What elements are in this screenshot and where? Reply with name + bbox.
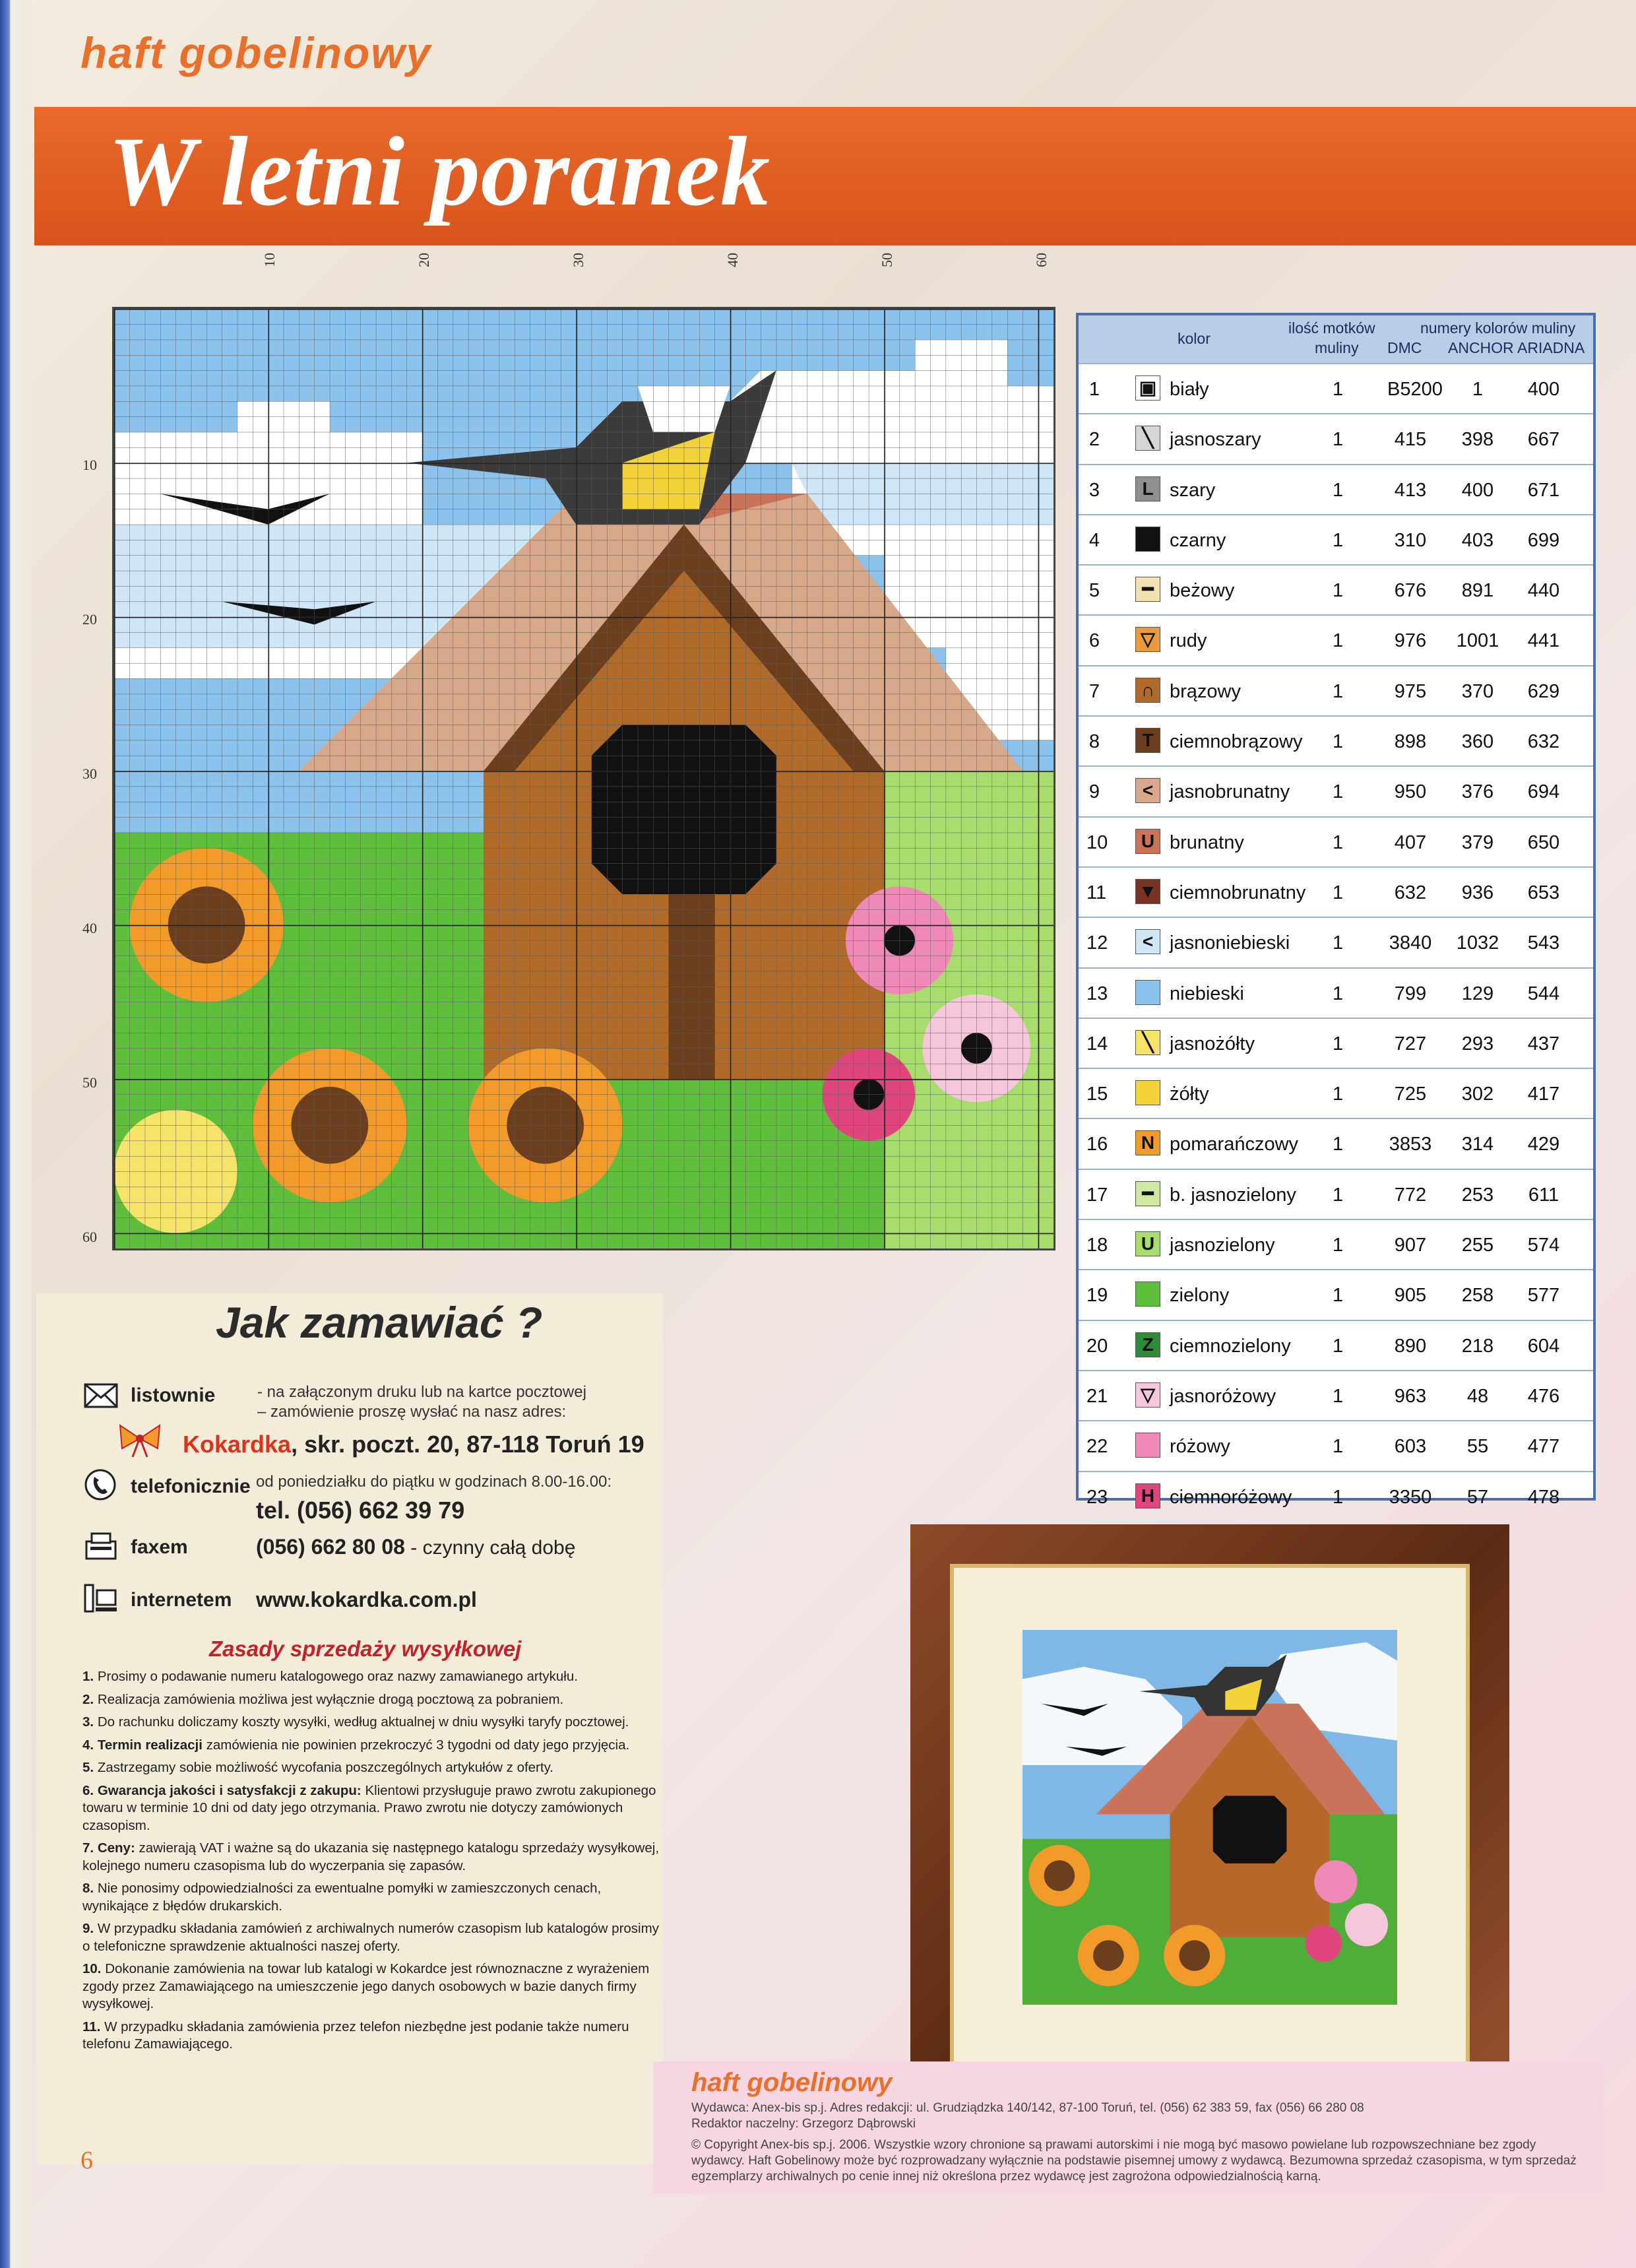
legend-ariadna: 477: [1527, 1436, 1560, 1458]
rules-title: Zasady sprzedaży wysyłkowej: [209, 1636, 522, 1661]
rule-text: Zastrzegamy sobie możliwość wycofania poszczególnych artykułów z oferty.: [97, 1760, 554, 1775]
axis-left-20: 20: [82, 611, 97, 628]
legend-anchor: 398: [1461, 429, 1494, 451]
legend-swatch: ╲: [1135, 1030, 1160, 1055]
rule-text: Nie ponosimy odpowiedzialności za ewentualne pomyłki w zamieszczonych cenach, wynikające z błędów drukarskich.: [82, 1881, 602, 1914]
rules-list: [82, 1668, 670, 2059]
rule-number: 10.: [82, 1961, 102, 1976]
rule-number: 4.: [82, 1737, 94, 1753]
legend-anchor: 293: [1461, 1033, 1494, 1054]
axis-left-40: 40: [82, 920, 97, 936]
legend-qty: 1: [1333, 1235, 1344, 1256]
legend-anchor: 936: [1461, 882, 1494, 903]
legend-row: [1079, 1068, 1593, 1118]
page-title: W letni poranek: [108, 117, 771, 226]
legend-row-number: 15: [1086, 1084, 1108, 1105]
legend-row: [1079, 1471, 1593, 1521]
legend-swatch: ━: [1135, 1181, 1160, 1206]
legend-dmc: 905: [1394, 1285, 1427, 1307]
rule-item: [82, 1782, 670, 1835]
rule-text: W przypadku składania zamówień z archiwalnych numerów czasopism lub katalogów prosimy o telefoniczne sprawdzenie aktualności naszej oferty.: [82, 1921, 659, 1954]
legend-qty: 1: [1333, 1486, 1344, 1508]
axis-left-60: 60: [82, 1229, 97, 1245]
legend-row-number: 13: [1086, 983, 1108, 1004]
legend-qty: 1: [1333, 1436, 1344, 1458]
legend-color-name: rudy: [1170, 630, 1207, 652]
legend-dmc: 415: [1394, 429, 1427, 451]
legend-row-number: 6: [1088, 630, 1100, 652]
legend-header-anchor: ANCHOR: [1448, 339, 1514, 356]
rule-bold: Termin realizacji: [97, 1737, 203, 1753]
legend-qty: 1: [1333, 630, 1344, 652]
axis-top-20: 20: [416, 253, 432, 267]
legend-row-number: 3: [1088, 479, 1100, 501]
axis-top-30: 30: [570, 253, 586, 267]
legend-row-number: 11: [1086, 882, 1107, 903]
cross-stitch-chart: [112, 307, 1055, 1250]
legend-anchor: 370: [1461, 680, 1494, 702]
finished-embroidery-image: [1022, 1630, 1397, 2005]
legend-dmc: 976: [1394, 630, 1427, 652]
legend-row: [1079, 1269, 1593, 1319]
legend-qty: 1: [1333, 1335, 1344, 1357]
legend-swatch: [1135, 1433, 1160, 1458]
rule-number: 1.: [82, 1669, 94, 1684]
legend-anchor: 360: [1461, 731, 1494, 753]
legend-row-number: 5: [1088, 580, 1100, 602]
fax-icon: [84, 1531, 118, 1561]
legend-ariadna: 543: [1527, 932, 1560, 954]
legend-dmc: 799: [1394, 983, 1427, 1004]
legend-anchor: 403: [1461, 529, 1494, 551]
legend-dmc: 727: [1394, 1033, 1427, 1054]
rule-item: [82, 1840, 670, 1875]
address-brand: Kokardka: [183, 1431, 292, 1458]
picture-mat: [950, 1564, 1470, 2084]
legend-dmc: 3350: [1389, 1486, 1432, 1508]
mail-text-1: - na załączonym druku lub na kartce pocztowej: [257, 1383, 586, 1401]
legend-ariadna: 667: [1527, 429, 1560, 451]
legend-anchor: 400: [1461, 479, 1494, 501]
legend-qty: 1: [1333, 983, 1344, 1004]
legend-row-number: 1: [1088, 379, 1100, 400]
legend-ariadna: 611: [1528, 1184, 1559, 1206]
color-legend-table: [1076, 313, 1596, 1508]
legend-row: [1079, 1370, 1593, 1420]
legend-dmc: 890: [1394, 1335, 1427, 1357]
page-number: 6: [80, 2147, 93, 2174]
legend-swatch: H: [1135, 1483, 1160, 1508]
axis-top-60: 60: [1033, 253, 1050, 267]
legend-dmc: 3840: [1389, 932, 1432, 954]
legend-dmc: 3853: [1389, 1134, 1432, 1155]
legend-row-number: 2: [1088, 429, 1100, 451]
fax-number: (056) 662 80 08: [256, 1535, 405, 1559]
legend-header-dmc: DMC: [1387, 339, 1422, 356]
legend-rows: [1079, 363, 1593, 1521]
legend-swatch: [1135, 980, 1160, 1005]
legend-row: [1079, 363, 1593, 413]
legend-color-name: jasnobrunatny: [1170, 781, 1290, 803]
legend-swatch: ▣: [1135, 375, 1160, 401]
rule-text: Do rachunku doliczamy koszty wysyłki, według aktualnej w dniu wysyłki taryfy pocztowej.: [97, 1714, 629, 1730]
legend-color-name: ciemnobrązowy: [1170, 731, 1303, 753]
axis-top-10: 10: [261, 253, 278, 267]
legend-color-name: jasnoróżowy: [1170, 1385, 1276, 1407]
legend-row: [1079, 614, 1593, 664]
rule-text: Prosimy o podawanie numeru katalogowego oraz nazwy zamawianego artykułu.: [97, 1669, 578, 1684]
legend-ariadna: 604: [1527, 1335, 1560, 1357]
legend-dmc: B5200: [1387, 379, 1443, 400]
rule-text: Dokonanie zamówienia na towar lub katalogi w Kokardce jest równoznaczne z wyrażeniem zgody przez Zamawiającego na umieszczenie jego danych osobowych w bazie danych firmy wysyłkowej.: [82, 1961, 650, 2011]
legend-ariadna: 650: [1527, 831, 1560, 853]
legend-anchor: 376: [1461, 781, 1494, 803]
axis-left-10: 10: [82, 457, 97, 473]
rule-number: 7.: [82, 1840, 94, 1856]
legend-swatch: L: [1135, 476, 1160, 502]
legend-swatch: ╲: [1135, 426, 1160, 451]
legend-anchor: 1032: [1456, 932, 1499, 954]
legend-row: [1079, 866, 1593, 917]
address-line: [183, 1431, 645, 1458]
legend-anchor: 255: [1461, 1235, 1494, 1256]
legend-row-number: 8: [1088, 731, 1100, 753]
legend-anchor: 891: [1461, 580, 1494, 602]
legend-qty: 1: [1333, 932, 1344, 954]
legend-row-number: 18: [1086, 1235, 1108, 1256]
address-text: , skr. poczt. 20, 87-118 Toruń 19: [291, 1431, 645, 1458]
axis-left-50: 50: [82, 1074, 97, 1091]
legend-dmc: 950: [1394, 781, 1427, 803]
legend-color-name: czarny: [1170, 529, 1226, 551]
legend-header-ilosc: ilość motków: [1288, 319, 1375, 337]
legend-qty: 1: [1333, 479, 1344, 501]
legend-row-number: 12: [1086, 932, 1108, 954]
legend-anchor: 379: [1461, 831, 1494, 853]
legend-anchor: 129: [1461, 983, 1494, 1004]
legend-color-name: żółty: [1170, 1084, 1209, 1105]
legend-dmc: 407: [1394, 831, 1427, 853]
legend-row: [1079, 1018, 1593, 1068]
rule-item: [82, 1668, 670, 1686]
legend-color-name: szary: [1170, 479, 1216, 501]
legend-row: [1079, 765, 1593, 816]
legend-dmc: 975: [1394, 680, 1427, 702]
legend-row: [1079, 967, 1593, 1018]
rule-item: [82, 1759, 670, 1777]
legend-ariadna: 478: [1527, 1486, 1560, 1508]
section-kicker: haft gobelinowy: [80, 28, 432, 77]
legend-ariadna: 476: [1527, 1385, 1560, 1407]
legend-row: [1079, 917, 1593, 967]
legend-ariadna: 437: [1527, 1033, 1560, 1054]
legend-row-number: 23: [1086, 1486, 1108, 1508]
legend-qty: 1: [1333, 1084, 1344, 1105]
imprint-line-1: Wydawca: Anex-bis sp.j. Adres redakcji: ul. Grudziądzka 140/142, 87-100 Toruń, tel. (056) 62 383 59, fax (056) 66 280 08: [691, 2101, 1364, 2115]
legend-dmc: 772: [1394, 1184, 1427, 1206]
legend-dmc: 907: [1394, 1235, 1427, 1256]
legend-qty: 1: [1333, 882, 1344, 903]
legend-qty: 1: [1333, 580, 1344, 602]
legend-anchor: 218: [1461, 1335, 1494, 1357]
legend-row: [1079, 564, 1593, 614]
imprint-title: haft gobelinowy: [691, 2068, 893, 2097]
legend-ariadna: 671: [1527, 479, 1560, 501]
legend-qty: 1: [1333, 1285, 1344, 1307]
legend-anchor: 302: [1461, 1084, 1494, 1105]
legend-color-name: niebieski: [1170, 983, 1244, 1004]
legend-row: [1079, 816, 1593, 866]
legend-ariadna: 574: [1527, 1235, 1560, 1256]
legend-row: [1079, 1320, 1593, 1370]
legend-swatch: ▽: [1135, 627, 1160, 652]
legend-qty: 1: [1333, 429, 1344, 451]
legend-color-name: jasnozielony: [1170, 1235, 1275, 1256]
legend-color-name: biały: [1170, 379, 1209, 400]
legend-header-ariadna: ARIADNA: [1517, 339, 1585, 356]
legend-dmc: 603: [1394, 1436, 1427, 1458]
legend-qty: 1: [1333, 379, 1344, 400]
legend-swatch: <: [1135, 778, 1160, 803]
legend-header-numery: numery kolorów muliny: [1420, 319, 1576, 337]
legend-color-name: ciemnozielony: [1170, 1335, 1291, 1357]
legend-row-number: 20: [1086, 1335, 1108, 1357]
imprint-footer: [653, 2061, 1603, 2193]
axis-left-30: 30: [82, 765, 97, 782]
rule-text: Klientowi przysługuje prawo zwrotu zakupionego towaru w terminie 10 dni od daty jego otrzymania. Prawo zwrotu nie dotyczy zamówionych czasopism.: [82, 1782, 656, 1833]
legend-qty: 1: [1333, 1033, 1344, 1054]
rule-number: 6.: [82, 1782, 94, 1798]
legend-anchor: 55: [1466, 1436, 1489, 1458]
imprint-line-3: © Copyright Anex-bis sp.j. 2006. Wszystkie wzory chronione są prawami autorskimi i nie mogą być masowo powielane lub rozpowszechniane bez zgody: [691, 2138, 1536, 2152]
legend-dmc: 963: [1394, 1385, 1427, 1407]
legend-qty: 1: [1333, 680, 1344, 702]
legend-ariadna: 629: [1527, 680, 1560, 702]
legend-qty: 1: [1333, 1184, 1344, 1206]
rule-bold: Ceny:: [97, 1840, 135, 1856]
fax-line: [256, 1535, 575, 1559]
legend-qty: 1: [1333, 781, 1344, 803]
fax-label: faxem: [131, 1536, 188, 1558]
legend-qty: 1: [1333, 529, 1344, 551]
legend-row-number: 22: [1086, 1436, 1108, 1458]
rule-text: zamówienia nie powinien przekroczyć 3 tygodni od daty jego przyjęcia.: [202, 1737, 630, 1753]
legend-row-number: 19: [1086, 1285, 1108, 1307]
legend-color-name: zielony: [1170, 1285, 1230, 1307]
legend-dmc: 413: [1394, 479, 1427, 501]
rule-number: 5.: [82, 1760, 94, 1775]
computer-icon: [84, 1582, 118, 1615]
legend-ariadna: 699: [1527, 529, 1560, 551]
legend-swatch: ▼: [1135, 879, 1160, 904]
legend-anchor: 314: [1461, 1134, 1494, 1155]
rule-text: zawierają VAT i ważne są do ukazania się następnego katalogu sprzedaży wysyłkowej, kolejnego numeru czasopisma lub do wyczerpania się zapasów.: [82, 1840, 660, 1873]
phone-label: telefonicznie: [131, 1475, 251, 1497]
mail-label: listownie: [131, 1384, 216, 1406]
legend-row: [1079, 464, 1593, 514]
legend-row-number: 10: [1086, 831, 1108, 853]
legend-swatch: ━: [1135, 577, 1160, 602]
legend-qty: 1: [1333, 731, 1344, 753]
legend-anchor: 1: [1472, 379, 1484, 400]
legend-row-number: 7: [1088, 680, 1100, 702]
rule-item: [82, 1880, 670, 1915]
legend-dmc: 310: [1394, 529, 1427, 551]
legend-header-kolor: kolor: [1178, 330, 1211, 347]
legend-color-name: b. jasnozielony: [1170, 1184, 1296, 1206]
legend-ariadna: 400: [1527, 379, 1560, 400]
legend-dmc: 676: [1394, 580, 1427, 602]
legend-swatch: U: [1135, 829, 1160, 854]
legend-anchor: 1001: [1456, 630, 1499, 652]
legend-header: [1079, 315, 1593, 363]
legend-color-name: różowy: [1170, 1436, 1230, 1458]
axis-top-50: 50: [879, 253, 895, 267]
legend-dmc: 898: [1394, 731, 1427, 753]
legend-ariadna: 544: [1527, 983, 1560, 1004]
rule-text: W przypadku składania zamówienia przez telefon niezbędne jest podanie także numeru telefonu Zamawiającego.: [82, 2019, 629, 2052]
legend-ariadna: 440: [1527, 580, 1560, 602]
legend-ariadna: 441: [1527, 630, 1560, 652]
rule-item: [82, 1737, 670, 1755]
legend-qty: 1: [1333, 1134, 1344, 1155]
legend-row: [1079, 715, 1593, 765]
legend-swatch: ▽: [1135, 1382, 1160, 1408]
legend-ariadna: 417: [1527, 1084, 1560, 1105]
imprint-line-2: Redaktor naczelny: Grzegorz Dąbrowski: [691, 2117, 916, 2131]
legend-swatch: ■: [1135, 527, 1160, 552]
rule-item: [82, 1960, 670, 2013]
legend-anchor: 48: [1466, 1385, 1489, 1407]
legend-qty: 1: [1333, 1385, 1344, 1407]
legend-row: [1079, 1169, 1593, 1219]
legend-swatch: T: [1135, 728, 1160, 753]
axis-top-40: 40: [724, 253, 741, 267]
legend-swatch: <: [1135, 929, 1160, 954]
rule-number: 2.: [82, 1691, 94, 1707]
bow-logo-icon: [117, 1419, 163, 1458]
legend-color-name: ciemnobrunatny: [1170, 882, 1306, 903]
legend-swatch: [1135, 1080, 1160, 1105]
legend-ariadna: 577: [1527, 1285, 1560, 1307]
legend-row: [1079, 1420, 1593, 1470]
legend-ariadna: 694: [1527, 781, 1560, 803]
legend-row: [1079, 1118, 1593, 1168]
imprint-line-5: egzemplarzy archiwalnych po cenie innej niż określona przez wydawcę jest zagrożona odpowiedzialnością karną.: [691, 2170, 1321, 2184]
rule-text: Realizacja zamówienia możliwa jest wyłącznie drogą pocztową za pobraniem.: [97, 1691, 564, 1707]
legend-row: [1079, 665, 1593, 715]
rule-item: [82, 2019, 670, 2054]
legend-row-number: 17: [1086, 1184, 1108, 1206]
legend-qty: 1: [1333, 831, 1344, 853]
legend-swatch: ∩: [1135, 678, 1160, 703]
legend-row-number: 9: [1088, 781, 1100, 803]
legend-row: [1079, 413, 1593, 463]
legend-color-name: pomarańczowy: [1170, 1134, 1299, 1155]
envelope-icon: [84, 1380, 118, 1409]
rule-number: 11.: [82, 2019, 101, 2034]
legend-color-name: jasnoszary: [1170, 429, 1261, 451]
mail-text-2: – zamówienie proszę wysłać na nasz adres:: [257, 1403, 567, 1421]
legend-swatch: Z: [1135, 1332, 1160, 1357]
imprint-line-4: wydawcy. Haft Gobelinowy może być rozprowadzany wyłącznie na podstawie pisemnej umowy z wydawcą. Bezumowna sprzedaż czasopisma, w tym sprzedaż: [691, 2154, 1577, 2168]
legend-row-number: 4: [1088, 529, 1100, 551]
rule-item: [82, 1714, 670, 1732]
phone-icon: [84, 1468, 117, 1501]
binding-edge: [0, 0, 32, 2268]
legend-anchor: 57: [1466, 1486, 1489, 1508]
legend-header-muliny: muliny: [1315, 339, 1359, 356]
legend-row-number: 21: [1086, 1385, 1108, 1407]
legend-anchor: 253: [1461, 1184, 1494, 1206]
legend-color-name: ciemnoróżowy: [1170, 1486, 1292, 1508]
order-title: Jak zamawiać ?: [216, 1298, 543, 1347]
legend-row-number: 14: [1086, 1033, 1108, 1054]
ordering-panel: [36, 1293, 663, 2164]
legend-row-number: 16: [1086, 1134, 1108, 1155]
rule-number: 8.: [82, 1881, 94, 1896]
legend-row: [1079, 1219, 1593, 1269]
legend-color-name: jasnoniebieski: [1170, 932, 1290, 954]
legend-color-name: brunatny: [1170, 831, 1244, 853]
web-url[interactable]: www.kokardka.com.pl: [256, 1588, 477, 1611]
legend-swatch: U: [1135, 1231, 1160, 1256]
rule-bold: Gwarancja jakości i satysfakcji z zakupu:: [97, 1782, 362, 1798]
legend-anchor: 258: [1461, 1285, 1494, 1307]
legend-dmc: 725: [1394, 1084, 1427, 1105]
legend-swatch: N: [1135, 1130, 1160, 1155]
legend-swatch: [1135, 1281, 1160, 1307]
legend-ariadna: 632: [1527, 731, 1560, 753]
title-banner: [34, 107, 1636, 245]
legend-ariadna: 429: [1527, 1134, 1560, 1155]
legend-color-name: brązowy: [1170, 680, 1241, 702]
legend-color-name: jasnożółty: [1170, 1033, 1255, 1054]
rule-number: 9.: [82, 1921, 94, 1936]
framed-picture: [910, 1524, 1509, 2123]
legend-color-name: beżowy: [1170, 580, 1235, 602]
rule-item: [82, 1920, 670, 1955]
legend-dmc: 632: [1394, 882, 1427, 903]
rule-number: 3.: [82, 1714, 94, 1730]
rule-item: [82, 1691, 670, 1709]
fax-note: - czynny całą dobę: [404, 1537, 576, 1559]
phone-number: tel. (056) 662 39 79: [256, 1497, 465, 1524]
phone-hours: od poniedziałku do piątku w godzinach 8.00-16.00:: [256, 1473, 612, 1491]
legend-row: [1079, 514, 1593, 564]
legend-ariadna: 653: [1527, 882, 1560, 903]
web-label: internetem: [131, 1589, 232, 1611]
